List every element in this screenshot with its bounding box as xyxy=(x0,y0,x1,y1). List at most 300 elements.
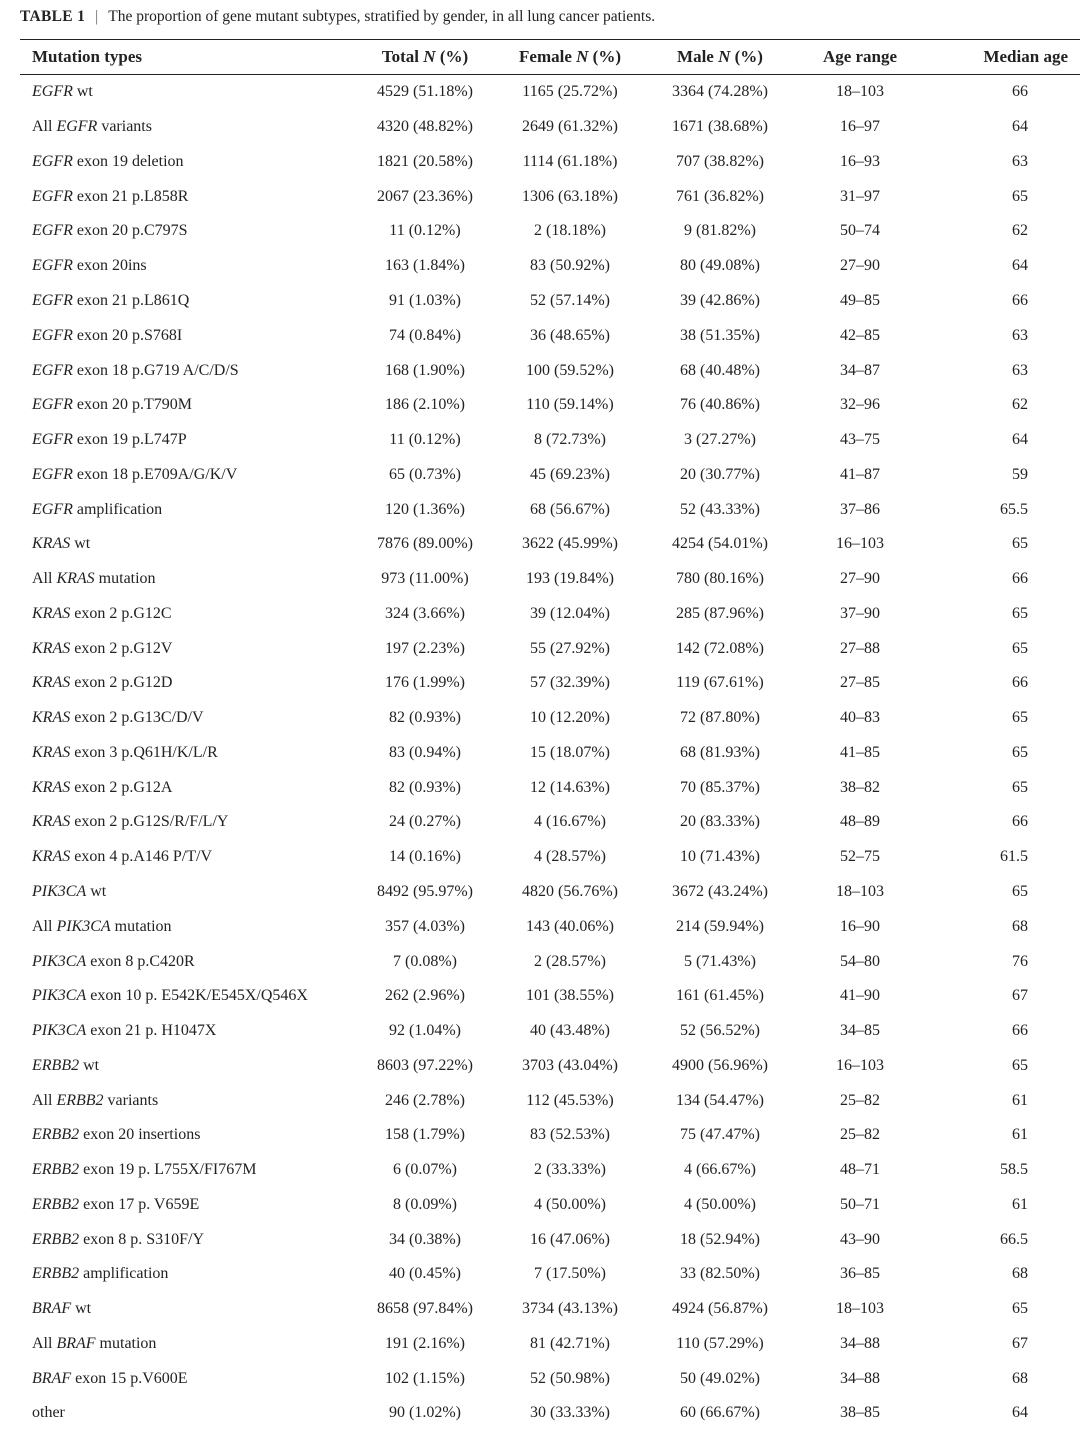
median-age-cell: 76 xyxy=(1012,952,1028,970)
mutation-type-cell xyxy=(20,840,355,875)
header-row xyxy=(20,40,1080,75)
mutation-suffix: exon 2 p.G12V xyxy=(70,639,173,657)
mutation-suffix: exon 8 p.C420R xyxy=(86,952,195,970)
male-cell: 4 (66.67%) xyxy=(684,1161,756,1179)
mutation-suffix: mutation xyxy=(110,917,172,935)
male-cell: 214 (59.94%) xyxy=(676,917,764,935)
age-range-cell: 25–82 xyxy=(840,1126,880,1144)
gene-name: ERBB2 xyxy=(56,1091,104,1109)
male-cell: 70 (85.37%) xyxy=(680,778,760,796)
mutation-suffix: exon 17 p. V659E xyxy=(79,1195,200,1213)
gene-name: EGFR xyxy=(32,465,73,483)
mutation-type-cell xyxy=(20,492,355,527)
table-row xyxy=(20,1118,1080,1153)
mutation-type-cell xyxy=(20,1048,355,1083)
gene-name: KRAS xyxy=(56,570,95,588)
age-range-cell: 48–89 xyxy=(840,813,880,831)
male-cell: 10 (71.43%) xyxy=(680,848,760,866)
mutation-type-cell xyxy=(20,1014,355,1049)
mutation-type-cell xyxy=(20,1153,355,1188)
age-range-cell: 34–88 xyxy=(840,1369,880,1387)
mutation-suffix: wt xyxy=(71,1300,92,1318)
header-age-range xyxy=(795,40,925,75)
male-cell: 68 (81.93%) xyxy=(680,743,760,761)
table-row xyxy=(20,909,1080,944)
total-cell: 24 (0.27%) xyxy=(389,813,461,831)
total-cell: 6 (0.07%) xyxy=(393,1161,457,1179)
female-cell: 36 (48.65%) xyxy=(530,326,610,344)
total-cell: 90 (1.02%) xyxy=(389,1404,461,1422)
mutation-suffix: exon 2 p.G12D xyxy=(70,674,173,692)
gene-name: ERBB2 xyxy=(32,1161,80,1179)
female-cell: 68 (56.67%) xyxy=(530,500,610,518)
table-row xyxy=(20,527,1080,562)
female-cell: 45 (69.23%) xyxy=(530,465,610,483)
female-cell: 4820 (56.76%) xyxy=(522,882,618,900)
table-caption xyxy=(20,8,1080,26)
median-age-cell: 58.5 xyxy=(1000,1161,1028,1179)
median-age-cell: 68 xyxy=(1012,1369,1028,1387)
male-cell: 110 (57.29%) xyxy=(676,1334,764,1352)
gene-name: PIK3CA xyxy=(32,882,87,900)
gene-name: EGFR xyxy=(32,257,73,275)
total-cell: 8603 (97.22%) xyxy=(377,1056,473,1074)
table-row xyxy=(20,840,1080,875)
female-cell: 30 (33.33%) xyxy=(530,1404,610,1422)
mutation-type-cell xyxy=(20,736,355,771)
total-cell: 83 (0.94%) xyxy=(389,743,461,761)
median-age-cell: 63 xyxy=(1012,326,1028,344)
female-cell: 2 (28.57%) xyxy=(534,952,606,970)
table-row xyxy=(20,145,1080,180)
male-cell: 285 (87.96%) xyxy=(676,604,764,622)
median-age-cell: 68 xyxy=(1012,1265,1028,1283)
female-cell: 110 (59.14%) xyxy=(526,396,614,414)
total-cell: 82 (0.93%) xyxy=(389,709,461,727)
age-range-cell: 52–75 xyxy=(840,848,880,866)
male-cell: 75 (47.47%) xyxy=(680,1126,760,1144)
gene-name: BRAF xyxy=(32,1300,72,1318)
age-range-cell: 34–87 xyxy=(840,361,880,379)
table-label: TABLE 1 xyxy=(20,8,86,25)
median-age-cell: 65 xyxy=(1012,709,1028,727)
female-cell: 52 (50.98%) xyxy=(530,1369,610,1387)
mutation-type-cell xyxy=(20,457,355,492)
mutation-type-cell xyxy=(20,214,355,249)
median-age-cell: 65 xyxy=(1012,187,1028,205)
mutation-suffix: exon 19 p. L755X/FI767M xyxy=(79,1161,257,1179)
age-range-cell: 16–97 xyxy=(840,118,880,136)
total-cell: 191 (2.16%) xyxy=(385,1334,465,1352)
female-cell: 57 (32.39%) xyxy=(530,674,610,692)
table-row xyxy=(20,1257,1080,1292)
table-body xyxy=(20,75,1080,1431)
total-cell: 1821 (20.58%) xyxy=(377,152,473,170)
age-range-cell: 27–90 xyxy=(840,257,880,275)
female-cell: 1114 (61.18%) xyxy=(522,152,618,170)
table-row xyxy=(20,1014,1080,1049)
mutation-prefix: All xyxy=(32,570,57,588)
table-container xyxy=(20,39,1080,1431)
table-row xyxy=(20,353,1080,388)
median-age-cell: 64 xyxy=(1012,1404,1028,1422)
table-row xyxy=(20,1361,1080,1396)
age-range-cell: 16–103 xyxy=(836,535,884,553)
median-age-cell: 59 xyxy=(1012,465,1028,483)
total-cell: 186 (2.10%) xyxy=(385,396,465,414)
male-cell: 72 (87.80%) xyxy=(680,709,760,727)
median-age-cell: 61.5 xyxy=(1000,848,1028,866)
female-cell: 7 (17.50%) xyxy=(534,1265,606,1283)
age-range-cell: 43–90 xyxy=(840,1230,880,1248)
mutation-type-cell xyxy=(20,1361,355,1396)
mutation-type-cell xyxy=(20,1222,355,1257)
gene-name: EGFR xyxy=(32,500,73,518)
age-range-cell: 49–85 xyxy=(840,291,880,309)
table-row xyxy=(20,492,1080,527)
age-range-cell: 31–97 xyxy=(840,187,880,205)
age-range-cell: 18–103 xyxy=(836,83,884,101)
table-row xyxy=(20,701,1080,736)
table-row xyxy=(20,562,1080,597)
mutation-type-cell xyxy=(20,318,355,353)
total-cell: 7 (0.08%) xyxy=(393,952,457,970)
median-age-cell: 65 xyxy=(1012,743,1028,761)
female-cell: 55 (27.92%) xyxy=(530,639,610,657)
header-text: Total xyxy=(381,47,424,66)
male-cell: 3 (27.27%) xyxy=(684,431,756,449)
mutation-suffix: amplification xyxy=(72,500,163,518)
mutation-suffix: exon 21 p. H1047X xyxy=(86,1022,217,1040)
male-cell: 80 (49.08%) xyxy=(680,257,760,275)
mutation-type-cell xyxy=(20,1292,355,1327)
header-italic-text: N xyxy=(718,47,731,66)
gene-name: KRAS xyxy=(32,709,71,727)
female-cell: 4 (28.57%) xyxy=(534,848,606,866)
female-cell: 3703 (43.04%) xyxy=(522,1056,618,1074)
mutation-suffix: exon 2 p.G12A xyxy=(70,778,173,796)
mutation-suffix: exon 21 p.L861Q xyxy=(72,291,190,309)
total-cell: 2067 (23.36%) xyxy=(377,187,473,205)
gene-name: EGFR xyxy=(32,431,73,449)
total-cell: 8658 (97.84%) xyxy=(377,1300,473,1318)
gene-name: EGFR xyxy=(56,118,98,136)
median-age-cell: 65 xyxy=(1012,778,1028,796)
total-cell: 158 (1.79%) xyxy=(385,1126,465,1144)
age-range-cell: 37–90 xyxy=(840,604,880,622)
header-female xyxy=(495,40,645,75)
gene-name: EGFR xyxy=(32,326,73,344)
header-text: Age range xyxy=(822,47,898,66)
female-cell: 101 (38.55%) xyxy=(526,987,614,1005)
median-age-cell: 66 xyxy=(1012,1022,1028,1040)
median-age-cell: 62 xyxy=(1012,222,1028,240)
mutation-prefix: other xyxy=(32,1404,65,1422)
male-cell: 707 (38.82%) xyxy=(676,152,764,170)
mutation-type-cell xyxy=(20,875,355,910)
male-cell: 142 (72.08%) xyxy=(676,639,764,657)
table-row xyxy=(20,1396,1080,1431)
female-cell: 83 (52.53%) xyxy=(530,1126,610,1144)
total-cell: 74 (0.84%) xyxy=(389,326,461,344)
median-age-cell: 66 xyxy=(1012,291,1028,309)
gene-name: KRAS xyxy=(32,639,71,657)
mutation-suffix: exon 10 p. E542K/E545X/Q546X xyxy=(86,987,308,1005)
median-age-cell: 61 xyxy=(1012,1091,1028,1109)
median-age-cell: 66 xyxy=(1012,83,1028,101)
total-cell: 246 (2.78%) xyxy=(385,1091,465,1109)
gene-name: ERBB2 xyxy=(32,1195,80,1213)
header-median-age xyxy=(925,40,1080,75)
gene-name: EGFR xyxy=(32,291,73,309)
mutation-suffix: exon 19 p.L747P xyxy=(72,431,187,449)
total-cell: 40 (0.45%) xyxy=(389,1265,461,1283)
female-cell: 2649 (61.32%) xyxy=(522,118,618,136)
female-cell: 1306 (63.18%) xyxy=(522,187,618,205)
age-range-cell: 38–85 xyxy=(840,1404,880,1422)
median-age-cell: 65 xyxy=(1012,604,1028,622)
female-cell: 193 (19.84%) xyxy=(526,570,614,588)
age-range-cell: 32–96 xyxy=(840,396,880,414)
gene-name: PIK3CA xyxy=(32,1022,87,1040)
table-row xyxy=(20,284,1080,319)
total-cell: 262 (2.96%) xyxy=(385,987,465,1005)
female-cell: 39 (12.04%) xyxy=(530,604,610,622)
age-range-cell: 38–82 xyxy=(840,778,880,796)
age-range-cell: 42–85 xyxy=(840,326,880,344)
male-cell: 1671 (38.68%) xyxy=(672,118,768,136)
table-row xyxy=(20,1083,1080,1118)
table-row xyxy=(20,1327,1080,1362)
mutation-type-cell xyxy=(20,631,355,666)
mutation-prefix: All xyxy=(32,118,57,136)
mutation-type-cell xyxy=(20,249,355,284)
gene-name: ERBB2 xyxy=(32,1126,80,1144)
male-cell: 39 (42.86%) xyxy=(680,291,760,309)
mutation-prefix: All xyxy=(32,1091,57,1109)
median-age-cell: 66 xyxy=(1012,570,1028,588)
table-row xyxy=(20,875,1080,910)
total-cell: 11 (0.12%) xyxy=(389,222,461,240)
header-male xyxy=(645,40,795,75)
mutation-suffix: wt xyxy=(79,1056,100,1074)
female-cell: 2 (33.33%) xyxy=(534,1161,606,1179)
gene-name: KRAS xyxy=(32,535,71,553)
mutation-type-cell xyxy=(20,1083,355,1118)
header-italic-text: N xyxy=(423,47,436,66)
age-range-cell: 37–86 xyxy=(840,500,880,518)
mutation-suffix: exon 3 p.Q61H/K/L/R xyxy=(70,743,218,761)
gene-name: KRAS xyxy=(32,743,71,761)
gene-name: EGFR xyxy=(32,152,73,170)
median-age-cell: 64 xyxy=(1012,118,1028,136)
age-range-cell: 36–85 xyxy=(840,1265,880,1283)
median-age-cell: 67 xyxy=(1012,987,1028,1005)
median-age-cell: 63 xyxy=(1012,152,1028,170)
gene-name: KRAS xyxy=(32,674,71,692)
total-cell: 168 (1.90%) xyxy=(385,361,465,379)
table-row xyxy=(20,979,1080,1014)
gene-name: BRAF xyxy=(32,1369,72,1387)
gene-name: KRAS xyxy=(32,813,71,831)
total-cell: 324 (3.66%) xyxy=(385,604,465,622)
total-cell: 102 (1.15%) xyxy=(385,1369,465,1387)
female-cell: 16 (47.06%) xyxy=(530,1230,610,1248)
mutation-suffix: exon 19 deletion xyxy=(72,152,184,170)
male-cell: 4924 (56.87%) xyxy=(672,1300,768,1318)
gene-name: PIK3CA xyxy=(32,952,87,970)
gene-name: EGFR xyxy=(32,222,73,240)
mutation-type-cell xyxy=(20,666,355,701)
total-cell: 14 (0.16%) xyxy=(389,848,461,866)
age-range-cell: 41–85 xyxy=(840,743,880,761)
mutation-suffix: variants xyxy=(103,1091,159,1109)
median-age-cell: 64 xyxy=(1012,257,1028,275)
mutation-suffix: exon 20ins xyxy=(72,257,147,275)
gene-name: EGFR xyxy=(32,83,73,101)
header-text: Median age xyxy=(983,47,1068,66)
median-age-cell: 67 xyxy=(1012,1334,1028,1352)
total-cell: 357 (4.03%) xyxy=(385,917,465,935)
header-total xyxy=(355,40,495,75)
header-text-suffix: (%) xyxy=(435,47,469,66)
table-row xyxy=(20,318,1080,353)
total-cell: 7876 (89.00%) xyxy=(377,535,473,553)
mutation-type-cell xyxy=(20,1396,355,1431)
female-cell: 100 (59.52%) xyxy=(526,361,614,379)
male-cell: 20 (83.33%) xyxy=(680,813,760,831)
male-cell: 9 (81.82%) xyxy=(684,222,756,240)
male-cell: 5 (71.43%) xyxy=(684,952,756,970)
median-age-cell: 66 xyxy=(1012,674,1028,692)
male-cell: 780 (80.16%) xyxy=(676,570,764,588)
median-age-cell: 63 xyxy=(1012,361,1028,379)
male-cell: 52 (43.33%) xyxy=(680,500,760,518)
table-row xyxy=(20,770,1080,805)
gene-name: KRAS xyxy=(32,778,71,796)
female-cell: 15 (18.07%) xyxy=(530,743,610,761)
total-cell: 973 (11.00%) xyxy=(381,570,469,588)
median-age-cell: 66 xyxy=(1012,813,1028,831)
female-cell: 40 (43.48%) xyxy=(530,1022,610,1040)
total-cell: 8492 (95.97%) xyxy=(377,882,473,900)
age-range-cell: 27–85 xyxy=(840,674,880,692)
mutation-suffix: wt xyxy=(72,83,93,101)
total-cell: 4529 (51.18%) xyxy=(377,83,473,101)
male-cell: 50 (49.02%) xyxy=(680,1369,760,1387)
total-cell: 176 (1.99%) xyxy=(385,674,465,692)
age-range-cell: 27–90 xyxy=(840,570,880,588)
age-range-cell: 27–88 xyxy=(840,639,880,657)
male-cell: 4 (50.00%) xyxy=(684,1195,756,1213)
header-text-suffix: (%) xyxy=(588,47,621,66)
male-cell: 4254 (54.01%) xyxy=(672,535,768,553)
caption-text: The proportion of gene mutant subtypes, stratified by gender, in all lung cancer patients. xyxy=(108,8,656,25)
age-range-cell: 34–88 xyxy=(840,1334,880,1352)
age-range-cell: 41–90 xyxy=(840,987,880,1005)
gene-name: PIK3CA xyxy=(32,987,87,1005)
male-cell: 3672 (43.24%) xyxy=(672,882,768,900)
table-row xyxy=(20,666,1080,701)
age-range-cell: 43–75 xyxy=(840,431,880,449)
gene-name: EGFR xyxy=(32,361,73,379)
female-cell: 8 (72.73%) xyxy=(534,431,606,449)
mutation-suffix: exon 18 p.E709A/G/K/V xyxy=(72,465,238,483)
median-age-cell: 65 xyxy=(1012,535,1028,553)
male-cell: 18 (52.94%) xyxy=(680,1230,760,1248)
male-cell: 4900 (56.96%) xyxy=(672,1056,768,1074)
female-cell: 10 (12.20%) xyxy=(530,709,610,727)
female-cell: 2 (18.18%) xyxy=(534,222,606,240)
median-age-cell: 65 xyxy=(1012,639,1028,657)
male-cell: 3364 (74.28%) xyxy=(672,83,768,101)
total-cell: 34 (0.38%) xyxy=(389,1230,461,1248)
mutation-type-cell xyxy=(20,423,355,458)
table-row xyxy=(20,214,1080,249)
male-cell: 33 (82.50%) xyxy=(680,1265,760,1283)
mutation-type-cell xyxy=(20,701,355,736)
mutation-type-cell xyxy=(20,179,355,214)
mutation-suffix: exon 4 p.A146 P/T/V xyxy=(70,848,212,866)
total-cell: 82 (0.93%) xyxy=(389,778,461,796)
mutation-suffix: exon 2 p.G12C xyxy=(70,604,172,622)
mutation-suffix: exon 20 p.T790M xyxy=(72,396,192,414)
table-row xyxy=(20,631,1080,666)
mutation-suffix: variants xyxy=(97,118,152,136)
table-row xyxy=(20,423,1080,458)
mutation-type-cell xyxy=(20,75,355,110)
male-cell: 134 (54.47%) xyxy=(676,1091,764,1109)
gene-name: ERBB2 xyxy=(32,1265,80,1283)
table-row xyxy=(20,944,1080,979)
female-cell: 81 (42.71%) xyxy=(530,1334,610,1352)
gene-name: KRAS xyxy=(32,848,71,866)
mutation-suffix: wt xyxy=(86,882,107,900)
mutation-suffix: exon 20 insertions xyxy=(79,1126,201,1144)
age-range-cell: 50–74 xyxy=(840,222,880,240)
male-cell: 68 (40.48%) xyxy=(680,361,760,379)
total-cell: 92 (1.04%) xyxy=(389,1022,461,1040)
median-age-cell: 64 xyxy=(1012,431,1028,449)
table-row xyxy=(20,1153,1080,1188)
mutation-table xyxy=(20,39,1080,1431)
mutation-suffix: exon 21 p.L858R xyxy=(72,187,189,205)
gene-name: PIK3CA xyxy=(56,917,111,935)
header-text-suffix: (%) xyxy=(730,47,763,66)
mutation-type-cell xyxy=(20,145,355,180)
age-range-cell: 40–83 xyxy=(840,709,880,727)
female-cell: 12 (14.63%) xyxy=(530,778,610,796)
gene-name: EGFR xyxy=(32,187,73,205)
gene-name: BRAF xyxy=(56,1334,96,1352)
male-cell: 38 (51.35%) xyxy=(680,326,760,344)
mutation-type-cell xyxy=(20,979,355,1014)
table-row xyxy=(20,1222,1080,1257)
age-range-cell: 25–82 xyxy=(840,1091,880,1109)
age-range-cell: 16–103 xyxy=(836,1056,884,1074)
table-row xyxy=(20,736,1080,771)
mutation-suffix: exon 20 p.S768I xyxy=(72,326,183,344)
median-age-cell: 65 xyxy=(1012,1300,1028,1318)
mutation-type-cell xyxy=(20,284,355,319)
gene-name: KRAS xyxy=(32,604,71,622)
mutation-type-cell xyxy=(20,909,355,944)
median-age-cell: 65 xyxy=(1012,882,1028,900)
male-cell: 761 (36.82%) xyxy=(676,187,764,205)
total-cell: 65 (0.73%) xyxy=(389,465,461,483)
total-cell: 163 (1.84%) xyxy=(385,257,465,275)
mutation-suffix: exon 2 p.G13C/D/V xyxy=(70,709,204,727)
